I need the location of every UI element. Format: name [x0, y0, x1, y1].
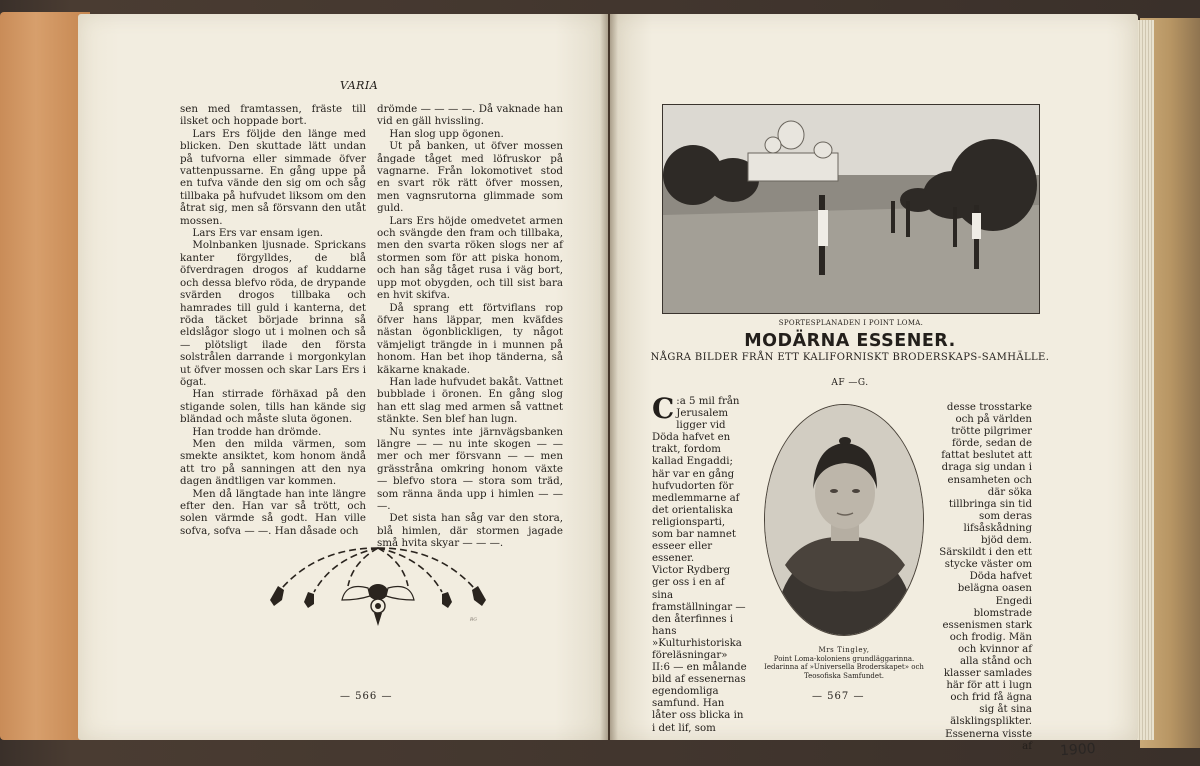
pencil-note: 1900: [1059, 740, 1097, 760]
paragraph: Lars Ers följde den länge med blicken. Den skuttade lätt undan på tufvorna eller simmade öfver vattenpussarne. En gång uppe på en tufva vände den sig om och såg tillbaka på hufvudet liksom om den åtrat sig, men så försvann den utåt mossen.: [180, 127, 366, 227]
paragraph: Lars Ers var ensam igen.: [192, 227, 324, 240]
paragraph: Då sprang ett förtviflans rop öfver hans läppar, men kväfdes nästan ögonblickligen, ty något vämjeligt trängde in i munnen på honom. Han bet ihop tänderna, så käkarne knakade.: [377, 301, 563, 376]
left-column-1: [180, 103, 366, 537]
ornament-signature: ᴿᴳ: [470, 617, 477, 625]
paragraph: Han trodde han drömde.: [192, 425, 322, 438]
portrait-caption: [760, 646, 928, 680]
beetle-ornament: [258, 530, 498, 650]
dropcap: C: [652, 392, 675, 425]
paragraph: [652, 392, 748, 565]
page-number-left: — 566 —: [340, 691, 393, 702]
book-cover-left: [0, 12, 90, 740]
paragraph: drömde — — — —. Då vaknade han vid en gäll hvissling.: [377, 103, 563, 128]
paragraph: desse trosstarke och på världen trötte pilgrimer förde, sedan de fattat beslutet att draga sig undan i ensamheten och där söka tillbringa sin tid som deras lifsåskådning bjöd dem. Särskildt i den ett stycke väster om Döda hafvet belägna oasen Engedi blomstrade essenismen stark och frodig. Män och kvinnor af alla stånd och klasser samlades här för att i lugn och frid få ägna sig åt sina älsklingsplikter.: [939, 402, 1032, 728]
sports-esplanade-photo: [662, 104, 1040, 314]
paragraph: Men den milda värmen, som smekte ansiktet, kom honom ändå att tro på sanningen att den nya dagen ändtligen var kommen.: [180, 437, 366, 488]
book-gutter: [600, 14, 618, 740]
paragraph-text: :a 5 mil från Jerusalem ligger vid Döda hafvet en trakt, fordom kallad Engaddi; här var en gång hufvudorten för medlemmarne af det orientaliska religionsparti, som bar namnet esseer eller essener.: [652, 396, 740, 565]
paragraph: sen med framtassen, fräste till ilsket och hoppade bort.: [180, 103, 366, 128]
paragraph: Victor Rydberg ger oss i en af sina framställningar — den återfinnes i hans »Kulturhistoriska föreläsningar» II:6 — en målande bild af essenernas egendomliga samfund. Han låter oss blicka in i det lif, som: [652, 565, 747, 734]
article-title: MODÄRNA ESSENER.: [744, 331, 956, 351]
paragraph: Han stirrade förhäxad på den stigande solen, tills han kände sig bländad och måste sluta ögonen.: [180, 388, 366, 426]
portrait-caption-text: Point Loma-koloniens grundläggarinna. Iedarinna af »Universella Broderskapet» och Teosofiska Samfundet.: [764, 654, 924, 680]
page-number-right: — 567 —: [812, 691, 865, 702]
paragraph: Men då längtade han inte längre efter den. Han var så trött, och solen värmde så godt. Han ville sofva, sofva — —. Han dåsade och: [180, 487, 366, 537]
paragraph: Det sista han såg var den stora, blå himlen, där stormen jagade små hvita skyar — — —.: [377, 512, 563, 550]
beetle-icon: [342, 584, 414, 626]
paragraph: Han slog upp ögonen.: [389, 127, 504, 140]
left-column-2: [377, 103, 563, 550]
paragraph: Han lade hufvudet bakåt. Vattnet bubblade i öronen. En gång slog han ett slag med armen så vattnet stänkte. Sen blef han lugn.: [377, 375, 563, 426]
article-subtitle: NÅGRA BILDER FRÅN ETT KALIFORNISKT BRODERSKAPS-SAMHÄLLE.: [650, 352, 1050, 363]
paragraph: Lars Ers höjde omedvetet armen och svängde den fram och tillbaka, men den svarta röken slogs ner af stormen som för att piska honom, och han såg tåget rusa i väg bort, upp mot obygden, och till sist bara en hvit skifva.: [377, 214, 563, 302]
portrait-caption-name: Mrs Tingley,: [818, 646, 870, 654]
running-head: VARIA: [340, 79, 379, 92]
paragraph: Nu syntes inte järnvägsbanken längre — — nu inte skogen — — mer och mer försvann — — men grässtråna omkring honom växte — blefvo stora — stora som träd, som ränna ända upp i himlen — — —.: [377, 425, 563, 512]
right-column-1: [652, 392, 748, 735]
right-column-3: [938, 402, 1032, 753]
article-byline: AF —G.: [831, 378, 869, 388]
portrait-mrs-tingley: [764, 404, 924, 636]
photo-caption: SPORTESPLANADEN I POINT LOMA.: [778, 319, 924, 327]
paragraph: Ut på banken, ut öfver mossen ångade tåget med löfruskor på vagnarne. Från lokomotivet stod en svart rök rätt öfver mossen, men vagnsrutorna glimmade som guld.: [377, 140, 563, 215]
paragraph: Essenerna visste af: [945, 728, 1032, 752]
paragraph: Molnbanken ljusnade. Sprickans kanter förgylldes, de blå öfverdragen drogos af kuddarne och dessa blefvo röda, de drypande svärden drogos tillbaka och hamrades till guld i kanterna, det röda täcket började brinna så eldslågor slogo ut i molnen och så — plötsligt ilade den första solstrålen darrande i morgonkylan ut öfver mossen och skar Lars Ers i ögat.: [180, 239, 366, 388]
